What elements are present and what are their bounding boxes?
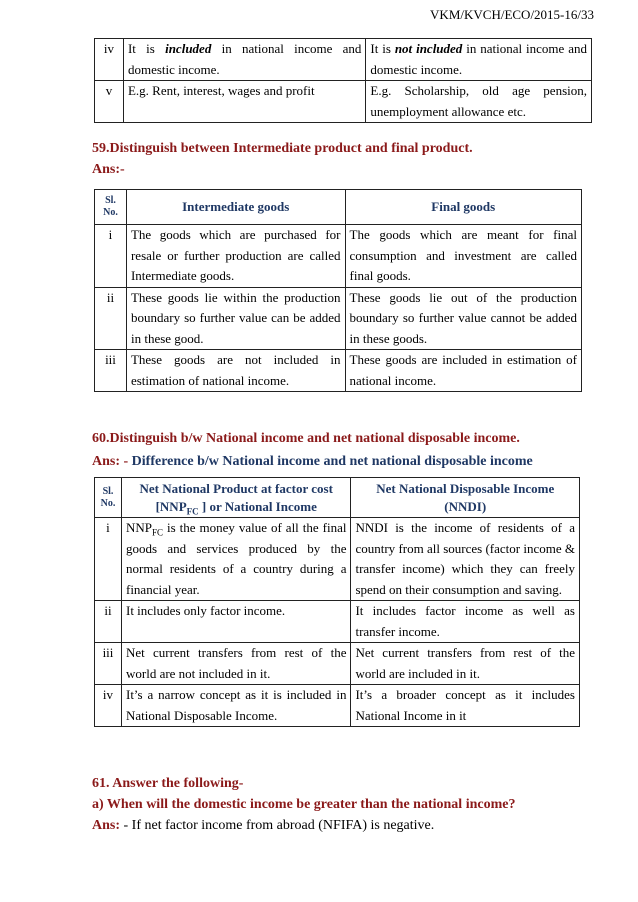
cell-text: in national income and domestic income. — [127, 41, 362, 77]
answer-text: - If net factor income from abroad (NFIFA) is negative. — [120, 818, 435, 833]
right-cell: The goods which are meant for final consumption and investment are called final goods. — [345, 225, 581, 288]
right-cell: NNDI is the income of residents of a country from all sources (factor income & transfer income) which they can freely spend on their consumption and saving. — [351, 518, 580, 601]
question-60: 60.Distinguish b/w National income and net national disposable income. — [92, 431, 520, 446]
left-cell: It’s a narrow concept as it is included in National Disposable Income. — [121, 685, 350, 727]
sl-cell: iii — [95, 643, 122, 685]
left-cell: These goods are not included in estimation of national income. — [126, 350, 345, 392]
answer-label: Ans: — [92, 818, 121, 833]
cell-emphasis: not included — [394, 41, 463, 56]
header-text: ] or National Income — [198, 498, 317, 514]
sl-cell: i — [95, 518, 122, 601]
left-cell — [123, 39, 365, 81]
answer-60 — [92, 454, 533, 470]
sl-cell: i — [95, 225, 127, 288]
question-61a: a) When will the domestic income be greater than the national income? — [92, 797, 516, 812]
left-cell: It includes only factor income. — [121, 601, 350, 643]
table-row — [95, 81, 592, 123]
header-nndi: Net National Disposable Income (NNDI) — [351, 478, 580, 518]
sl-header: Sl. No. — [95, 478, 122, 518]
sl-cell: ii — [95, 287, 127, 350]
left-cell: E.g. Rent, interest, wages and profit — [123, 81, 365, 123]
left-cell: Net current transfers from rest of the world are not included in it. — [121, 643, 350, 685]
sl-cell: iv — [95, 685, 122, 727]
right-cell: Net current transfers from rest of the world are included in it. — [351, 643, 580, 685]
left-cell: These goods lie within the production boundary so further value can be added in these good. — [126, 287, 345, 350]
sl-cell: ii — [95, 601, 122, 643]
header-final-goods: Final goods — [345, 190, 581, 225]
header-national-income — [121, 478, 350, 518]
right-cell: These goods are included in estimation of national income. — [345, 350, 581, 392]
right-cell — [366, 39, 592, 81]
table-ni-vs-nndi — [94, 477, 580, 727]
sl-cell: v — [95, 81, 124, 123]
table-row — [95, 287, 582, 350]
table-row — [95, 601, 580, 643]
answer-label: Ans: - — [92, 454, 129, 469]
sl-cell: iv — [95, 39, 124, 81]
left-cell — [121, 518, 350, 601]
header-text: Net National Product at factor cost [NNP — [139, 480, 333, 514]
right-cell: It’s a broader concept as it includes National Income in it — [351, 685, 580, 727]
table-continued — [94, 38, 592, 123]
cell-text: NNP — [125, 520, 152, 535]
cell-text: in national income and domestic income. — [370, 41, 587, 77]
question-59: 59.Distinguish between Intermediate product and final product. — [92, 141, 473, 156]
table-row — [95, 39, 592, 81]
right-cell: It includes factor income as well as transfer income. — [351, 601, 580, 643]
cell-text: is the money value of all the final goods and services produced by the normal residents of a country during a financial year. — [125, 520, 347, 597]
cell-emphasis: included — [165, 41, 212, 56]
sl-header: Sl. No. — [95, 190, 127, 225]
table-row — [95, 350, 582, 392]
table-intermediate-vs-final — [94, 189, 582, 392]
cell-text: It is — [127, 41, 166, 56]
header-subscript: FC — [186, 506, 199, 517]
table-row — [95, 685, 580, 727]
answer-59-label: Ans:- — [92, 162, 125, 177]
answer-text: Difference b/w National income and net national disposable income — [128, 454, 533, 469]
question-61-title: 61. Answer the following- — [92, 776, 244, 791]
table-row — [95, 518, 580, 601]
left-cell: The goods which are purchased for resale or further production are called Intermediate goods. — [126, 225, 345, 288]
answer-61a — [92, 818, 434, 834]
cell-text: It is — [370, 41, 395, 56]
page-header-ref: VKM/KVCH/ECO/2015-16/33 — [430, 7, 594, 22]
right-cell: E.g. Scholarship, old age pension, unemployment allowance etc. — [366, 81, 592, 123]
right-cell: These goods lie out of the production boundary so further value cannot be added in these goods. — [345, 287, 581, 350]
table-header-row — [95, 478, 580, 518]
table-row — [95, 643, 580, 685]
table-header-row — [95, 190, 582, 225]
table-row — [95, 225, 582, 288]
header-intermediate-goods: Intermediate goods — [126, 190, 345, 225]
sl-cell: iii — [95, 350, 127, 392]
cell-subscript: FC — [152, 527, 164, 538]
